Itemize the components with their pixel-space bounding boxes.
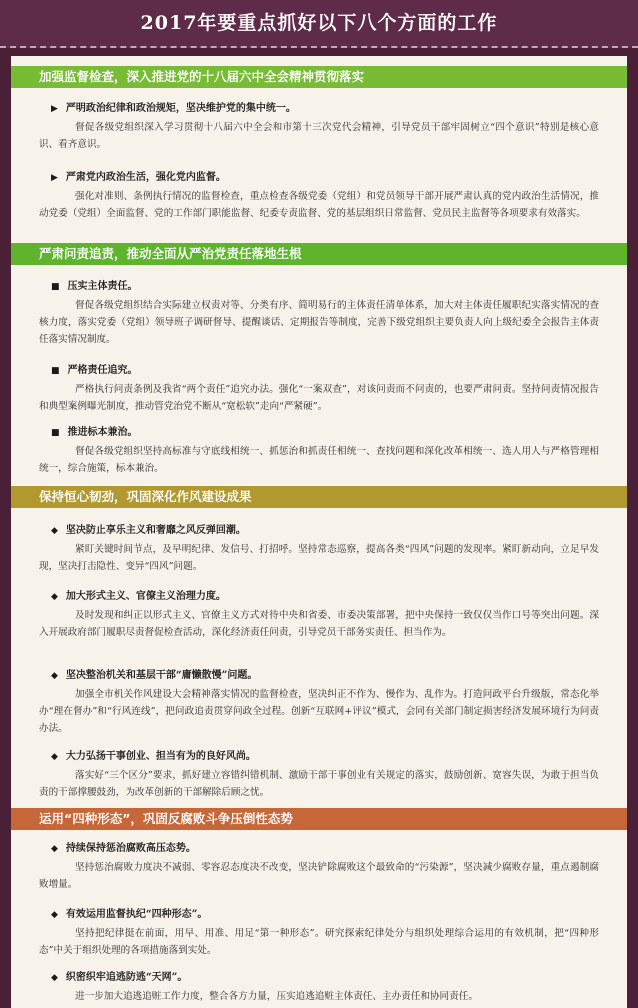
section-header-3: 保持恒心韧劲，巩固深化作风建设成果 <box>11 486 627 508</box>
item-title: 织密织牢追逃防逃“天网”。 <box>65 972 188 983</box>
item-body: 坚持惩治腐败力度决不减弱、零容忍态度决不改变，坚决铲除腐败这个最致命的“污染源”，坚决减少腐败存量，重点遏制腐败增量。 <box>39 862 599 890</box>
item-title: 有效运用监督执纪“四种形态”。 <box>65 909 208 920</box>
diamond-bullet-icon: ◆ <box>51 671 58 681</box>
item-body: 落实好“三个区分”要求，抓好建立容错纠错机制、激励干部干事创业有关规定的落实，鼓励创新、宽容失误，为敢于担当负责的干部撑腰鼓劲，为改革创新的干部解除后顾之忧。 <box>39 770 599 798</box>
item-body: 进一步加大追逃追赃工作力度，整合各方力量，压实追逃追赃主体责任、主办责任和协同责任。 <box>75 991 478 1002</box>
item-title: 严明政治纪律和政治规矩，坚决维护党的集中统一。 <box>65 103 296 114</box>
list-item <box>11 171 627 222</box>
item-body: 坚持把纪律挺在前面，用早、用准、用足“第一种形态”。研究探索纪律处分与组织处理综合运用的有效机制，把“四种形态”中关于组织处理的各项措施落到实处。 <box>39 928 599 956</box>
list-item <box>11 524 627 575</box>
item-title: 加大形式主义、官僚主义治理力度。 <box>65 591 226 602</box>
list-item <box>11 590 627 641</box>
list-item <box>11 908 627 959</box>
square-bullet-icon: ■ <box>51 366 60 376</box>
diamond-bullet-icon: ◆ <box>51 526 58 536</box>
section-header-1: 加强监督检查，深入推进党的十八届六中全会精神贯彻落实 <box>11 66 627 88</box>
triangle-bullet-icon: ▶ <box>51 173 58 183</box>
item-body: 强化对准则、条例执行情况的监督检查，重点检查各级党委（党组）和党员领导干部开展严肃认真的党内政治生活情况，推动党委（党组）全面监督、党的工作部门职能监督、纪委专责监督、党的基层组织日常监督、党员民主监督等各项要求有效落实。 <box>39 191 599 219</box>
list-item <box>11 364 627 415</box>
section-header-2: 严肃问责追责，推动全面从严治党责任落地生根 <box>11 243 627 265</box>
content-frame <box>0 48 638 1008</box>
item-body: 督促各级党组织坚持高标准与守底线相统一、抓惩治和抓责任相统一、查找问题和深化改革相统一、选人用人与严格管理相统一，综合施策，标本兼治。 <box>39 446 599 474</box>
item-body: 严格执行问责条例及我省“两个责任”追究办法。强化“一案双查”，对该问责而不问责的，也要严肃问责。坚持问责情况报告和典型案例曝光制度，推动管党治党不断从“宽松软”走向“严紧硬”。 <box>39 384 599 412</box>
section-header-4: 运用“四种形态”，巩固反腐败斗争压倒性态势 <box>11 808 627 830</box>
item-title: 压实主体责任。 <box>67 281 138 292</box>
list-item <box>11 426 627 477</box>
square-bullet-icon: ■ <box>51 282 60 292</box>
item-title: 大力弘扬干事创业、担当有为的良好风尚。 <box>65 751 256 762</box>
triangle-bullet-icon: ▶ <box>51 104 58 114</box>
item-title: 坚决防止享乐主义和奢靡之风反弹回潮。 <box>65 525 246 536</box>
square-bullet-icon: ■ <box>51 428 60 438</box>
item-title: 坚决整治机关和基层干部“庸懒散慢”问题。 <box>65 670 258 681</box>
item-title: 严肃党内政治生活，强化党内监督。 <box>65 172 226 183</box>
diamond-bullet-icon: ◆ <box>51 910 58 920</box>
diamond-bullet-icon: ◆ <box>51 973 58 983</box>
item-body: 及时发现和纠正以形式主义、官僚主义方式对待中央和省委、市委决策部署，把中央保持一致仅仅当作口号等突出问题。深入开展政府部门履职尽责督促检查活动，深化经济责任问责，引导党员干部务实责任、担当作为。 <box>39 610 599 638</box>
list-item <box>11 669 627 737</box>
item-title: 推进标本兼治。 <box>67 427 138 438</box>
list-item <box>11 280 627 348</box>
item-body: 督促各级党组织结合实际建立权责对等、分类有序、简明易行的主体责任清单体系，加大对主体责任履职纪实落实情况的查核力度，落实党委（党组）领导班子调研督导、提醒谈话、定期报告等制度，完善下级党组织主要负责人向上级纪委全会报告主体责任落实情况制度。 <box>39 300 599 345</box>
item-title: 持续保持惩治腐败高压态势。 <box>65 843 196 854</box>
diamond-bullet-icon: ◆ <box>51 844 58 854</box>
content-panel <box>11 56 627 1008</box>
item-body: 加强全市机关作风建设大会精神落实情况的监督检查，坚决纠正不作为、慢作为、乱作为。打造问政平台升级版，常态化举办“理在督办”和“行风连线”，把问政追责贯穿问政全过程。创新“互联网+评议”模式，会同有关部门制定损害经济发展环境行为问责办法。 <box>39 689 599 734</box>
list-item <box>11 842 627 893</box>
item-body: 督促各级党组织深入学习贯彻十八届六中全会和市第十三次党代会精神，引导党员干部牢固树立“四个意识”特别是核心意识、看齐意识。 <box>39 122 599 150</box>
list-item <box>11 102 627 153</box>
list-item <box>11 750 627 801</box>
diamond-bullet-icon: ◆ <box>51 752 58 762</box>
title-bar <box>0 0 638 48</box>
page-title: 2017年要重点抓好以下八个方面的工作 <box>140 12 498 34</box>
item-body: 紧盯关键时间节点，及早明纪律、发信号、打招呼。坚持常态巡察，提高各类“四风”问题的发现率。紧盯新动向，立足早发现，坚决打击隐性、变异“四风”问题。 <box>39 544 599 572</box>
list-item <box>11 971 627 1005</box>
item-title: 严格责任追究。 <box>67 365 138 376</box>
diamond-bullet-icon: ◆ <box>51 592 58 602</box>
